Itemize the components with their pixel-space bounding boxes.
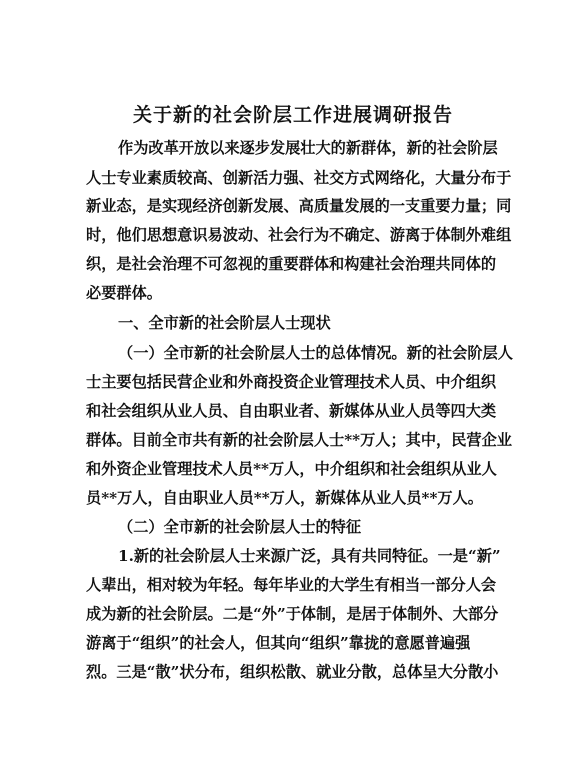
paragraph-line: 游离于“组织”的社会人，但其向“组织”靠拢的意愿普遍强: [86, 634, 471, 652]
paragraph-line: 新业态，是实现经济创新发展、高质量发展的一支重要力量；同: [86, 197, 512, 215]
paragraph-line: 人辈出，相对较为年轻。每年毕业的大学生有相当一部分人会: [86, 576, 497, 594]
paragraph-line: 士主要包括民营企业和外商投资企业管理技术人员、中介组织: [86, 373, 497, 391]
section-heading: 一、全市新的社会阶层人士现状: [118, 314, 331, 332]
paragraph-line: 员**万人，自由职业人员**万人，新媒体从业人员**万人。: [86, 489, 483, 507]
paragraph-line: 群体。目前全市共有新的社会阶层人士**万人；其中，民营企业: [86, 431, 512, 449]
paragraph-line: 必要群体。: [86, 284, 162, 302]
paragraph-line: 时，他们思想意识易波动、社会行为不确定、游离于体制外难组: [86, 226, 512, 244]
paragraph-line: 成为新的社会阶层。二是“外”于体制，是居于体制外、大部分: [86, 605, 499, 623]
subsection-heading: （二）全市新的社会阶层人士的特征: [118, 518, 361, 536]
paragraph-line: 和外资企业管理技术人员**万人，中介组织和社会组织从业人: [86, 460, 497, 478]
paragraph-line: 1.新的社会阶层人士来源广泛，具有共同特征。一是“新”: [118, 547, 501, 565]
paragraph-line: 织，是社会治理不可忽视的重要群体和构建社会治理共同体的: [86, 255, 497, 273]
paragraph-line: 作为改革开放以来逐步发展壮大的新群体，新的社会阶层: [118, 139, 498, 157]
paragraph-line: 和社会组织从业人员、自由职业者、新媒体从业人员等四大类: [86, 402, 497, 420]
paragraph-line: （一）全市新的社会阶层人士的总体情况。新的社会阶层人: [118, 344, 513, 362]
paragraph-line: 烈。三是“散”状分布，组织松散、就业分散，总体呈大分散小: [86, 663, 499, 681]
document-title: 关于新的社会阶层工作进展调研报告: [132, 104, 453, 126]
paragraph-line: 人士专业素质较高、创新活力强、社交方式网络化，大量分布于: [86, 169, 512, 187]
